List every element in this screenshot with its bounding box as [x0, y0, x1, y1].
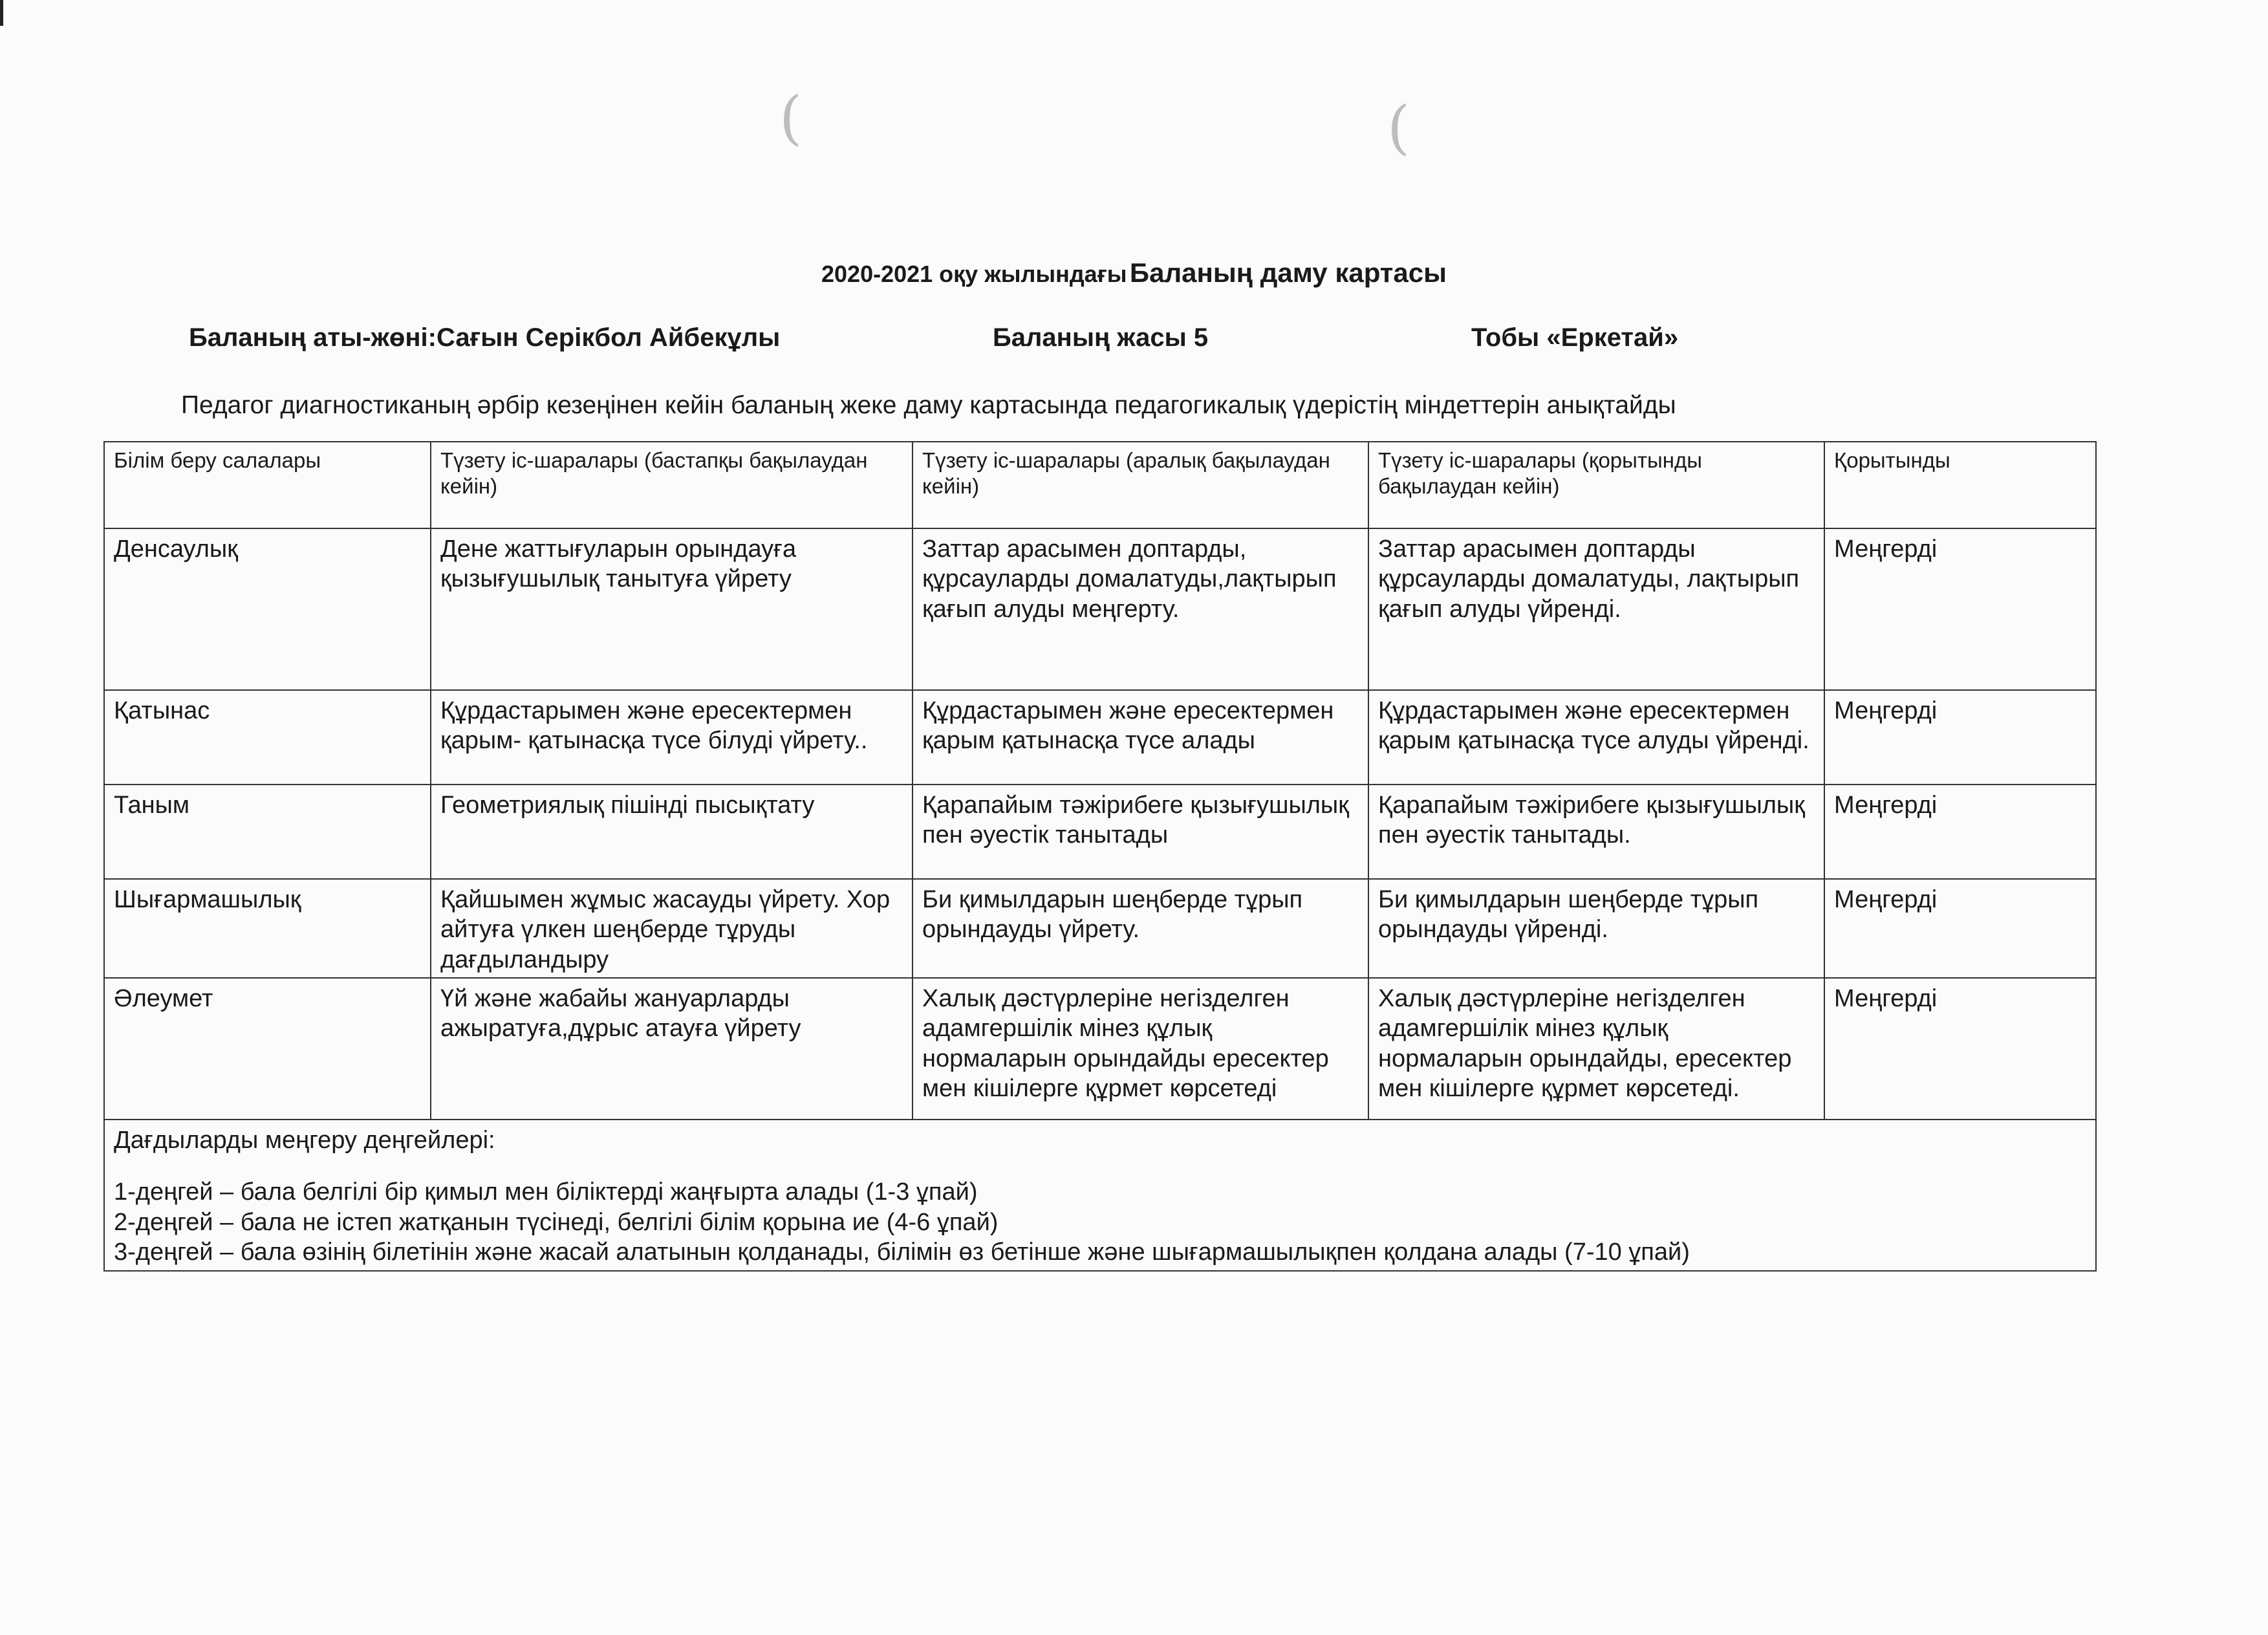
skill-level-item: 2-деңгей – бала не істеп жатқанын түсінеді, белгілі білім қорына ие (4-6 ұпай) [114, 1208, 999, 1236]
skill-levels-cell [104, 1120, 2096, 1270]
cell-final: Құрдастарымен және ересектермен қарым қатынасқа түсе алуды үйренді. [1368, 690, 1824, 785]
cell-result: Меңгерді [1824, 978, 2096, 1120]
document-title [0, 257, 2268, 288]
cell-result: Меңгерді [1824, 785, 2096, 879]
cell-result: Меңгерді [1824, 528, 2096, 690]
cell-interim: Қарапайым тәжірибеге қызығушылық пен әуестік танытады [913, 785, 1368, 879]
header-result: Қорытынды [1824, 442, 2096, 528]
skill-levels-row [104, 1120, 2096, 1270]
table-row [104, 879, 2096, 978]
cell-area: Таным [104, 785, 431, 879]
cell-interim: Заттар арасымен доптарды, құрсауларды домалатуды,лақтырып қағып алуды меңгерту. [913, 528, 1368, 690]
cell-interim: Би қимылдарын шеңберде тұрып орындауды үйрету. [913, 879, 1368, 978]
intro-text: Педагог диагностиканың әрбір кезеңінен кейін баланың жеке даму картасында педагогикалық үдерістің міндеттерін анықтайды [181, 391, 1676, 419]
child-age: Баланың жасы 5 [993, 323, 1209, 352]
scan-artifact-mark: ( [779, 84, 803, 152]
cell-area: Шығармашылық [104, 879, 431, 978]
cell-final: Халық дәстүрлеріне негізделген адамгершілік мінез құлық нормаларын орындайды, ересектер мен кішілерге құрмет көрсетеді. [1368, 978, 1824, 1120]
child-name: Баланың аты-жөні:Сағын Серікбол Айбекұлы [189, 323, 781, 352]
header-area: Білім беру салалары [104, 442, 431, 528]
cell-interim: Құрдастарымен және ересектермен қарым қатынасқа түсе алады [913, 690, 1368, 785]
header-interim: Түзету іс-шаралары (аралық бақылаудан кейін) [913, 442, 1368, 528]
cell-final: Заттар арасымен доптарды құрсауларды домалатуды, лақтырып қағып алуды үйренді. [1368, 528, 1824, 690]
cell-interim: Халық дәстүрлеріне негізделген адамгершілік мінез құлық нормаларын орындайды ересектер мен кішілерге құрмет көрсетеді [913, 978, 1368, 1120]
cell-result: Меңгерді [1824, 879, 2096, 978]
cell-initial: Дене жаттығуларын орындауға қызығушылық танытуға үйрету [431, 528, 913, 690]
development-card-table [103, 441, 2097, 1272]
cell-area: Денсаулық [104, 528, 431, 690]
header-final: Түзету іс-шаралары (қорытынды бақылаудан кейін) [1368, 442, 1824, 528]
cell-final: Би қимылдарын шеңберде тұрып орындауды үйренді. [1368, 879, 1824, 978]
scan-artifact-mark: ( [1387, 94, 1410, 162]
title-main: Баланың даму картасы [1129, 257, 1447, 288]
skill-level-item: 1-деңгей – бала белгілі бір қимыл мен біліктерді жаңғырта алады (1-3 ұпай) [114, 1178, 978, 1206]
title-years: 2020-2021 оқу жылындағы [821, 261, 1127, 287]
table-header-row [104, 442, 2096, 528]
table-row [104, 690, 2096, 785]
cell-initial: Қайшымен жұмыс жасауды үйрету. Хор айтуға үлкен шеңберде тұруды дағдыландыру [431, 879, 913, 978]
table-row [104, 785, 2096, 879]
child-group: Тобы «Еркетай» [1471, 323, 1679, 352]
cell-area: Қатынас [104, 690, 431, 785]
cell-initial: Геометриялық пішінді пысықтату [431, 785, 913, 879]
table-row [104, 978, 2096, 1120]
cell-result: Меңгерді [1824, 690, 2096, 785]
table-row [104, 528, 2096, 690]
cell-area: Әлеумет [104, 978, 431, 1120]
header-initial: Түзету іс-шаралары (бастапқы бақылаудан кейін) [431, 442, 913, 528]
skill-levels-title: Дағдыларды меңгеру деңгейлері: [114, 1127, 495, 1154]
scan-edge-mark [0, 0, 3, 26]
cell-initial: Үй және жабайы жануарларды ажыратуға,дұрыс атауға үйрету [431, 978, 913, 1120]
cell-final: Қарапайым тәжірибеге қызығушылық пен әуестік танытады. [1368, 785, 1824, 879]
cell-initial: Құрдастарымен және ересектермен қарым- қатынасқа түсе білуді үйрету.. [431, 690, 913, 785]
skill-level-item: 3-деңгей – бала өзінің білетінін және жасай алатынын қолданады, білімін өз бетінше және шығармашылықпен қолдана алады (7-10 ұпай) [114, 1239, 1690, 1266]
